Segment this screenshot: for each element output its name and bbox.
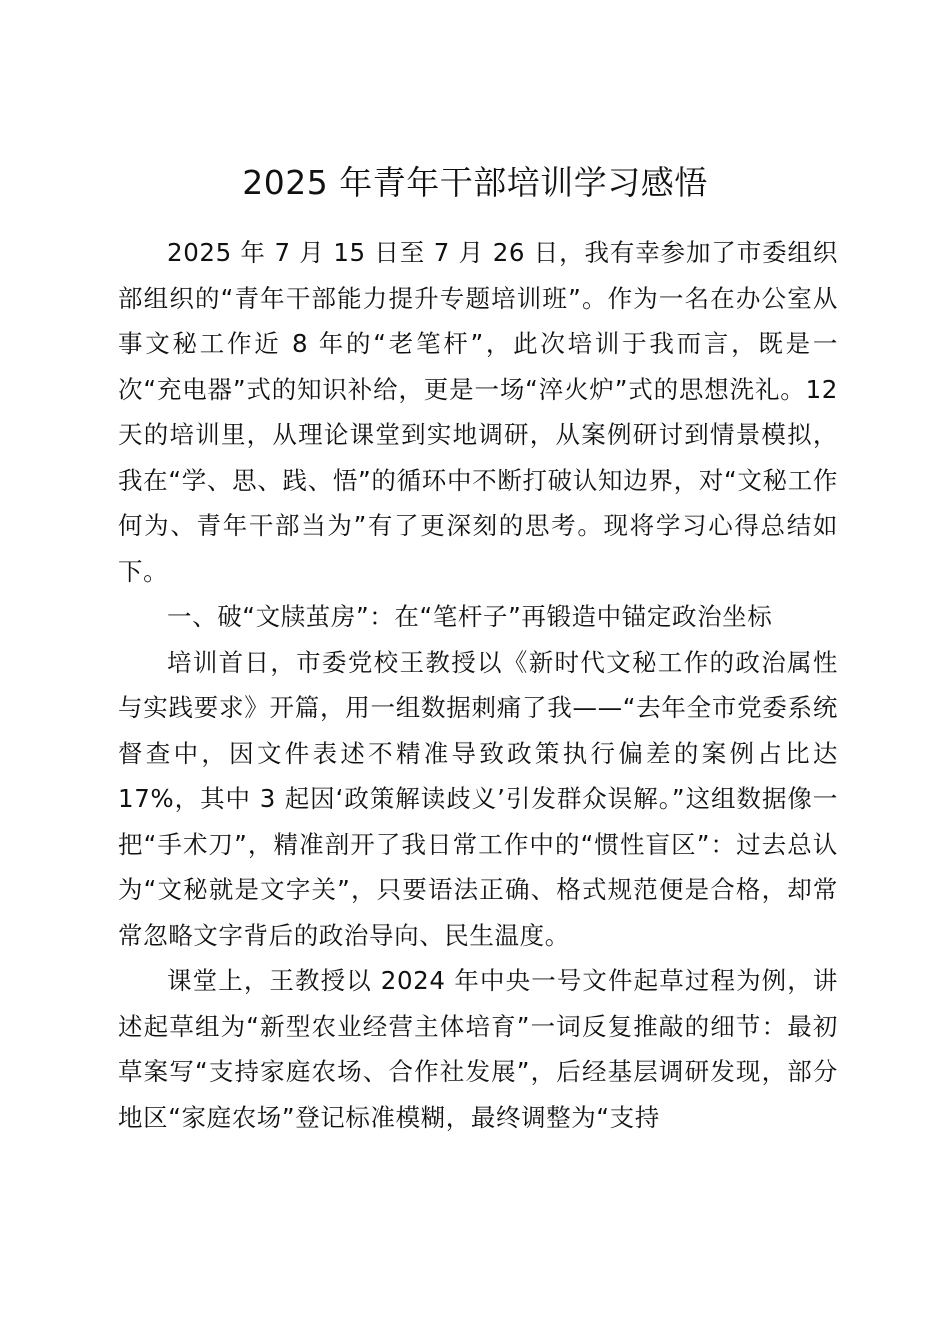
section-heading-1: 一、破“文牍茧房”：在“笔杆子”再锻造中锚定政治坐标 [167, 602, 773, 631]
intro-paragraph: 2025 年 7 月 15 日至 7 月 26 日，我有幸参加了市委组织部组织的“青年干部能力提升专题培训班”。作为一名在办公室从事文秘工作近 8 年的“老笔杆”，此次培训于我而言，既是一次“充电器”式的知识补给，更是一场“淬火炉”式的思想洗礼。12 天的培训里，从理论课堂到实地调研，从案例研讨到情景模拟，我在“学、思、践、悟”的循环中不断打破认知边界，对“文秘工作何为、青年干部当为”有了更深刻的思考。现将学习心得总结如下。 [118, 238, 838, 586]
document-title: 2025 年青年干部培训学习感悟 [242, 163, 708, 203]
document-body [118, 230, 838, 1140]
body-paragraph: 课堂上，王教授以 2024 年中央一号文件起草过程为例，讲述起草组为“新型农业经营主体培育”一词反复推敲的细节：最初草案写“支持家庭农场、合作社发展”，后经基层调研发现，部分地区“家庭农场”登记标准模糊，最终调整为“支持 [118, 966, 838, 1132]
body-paragraph: 培训首日，市委党校王教授以《新时代文秘工作的政治属性与实践要求》开篇，用一组数据刺痛了我——“去年全市党委系统督查中，因文件表述不精准导致政策执行偏差的案例占比达 17%，其中 3 起因‘政策解读歧义’引发群众误解。”这组数据像一把“手术刀”，精准剖开了我日常工作中的“惯性盲区”：过去总认为“文秘就是文字关”，只要语法正确、格式规范便是合格，却常常忽略文字背后的政治导向、民生温度。 [118, 647, 838, 950]
